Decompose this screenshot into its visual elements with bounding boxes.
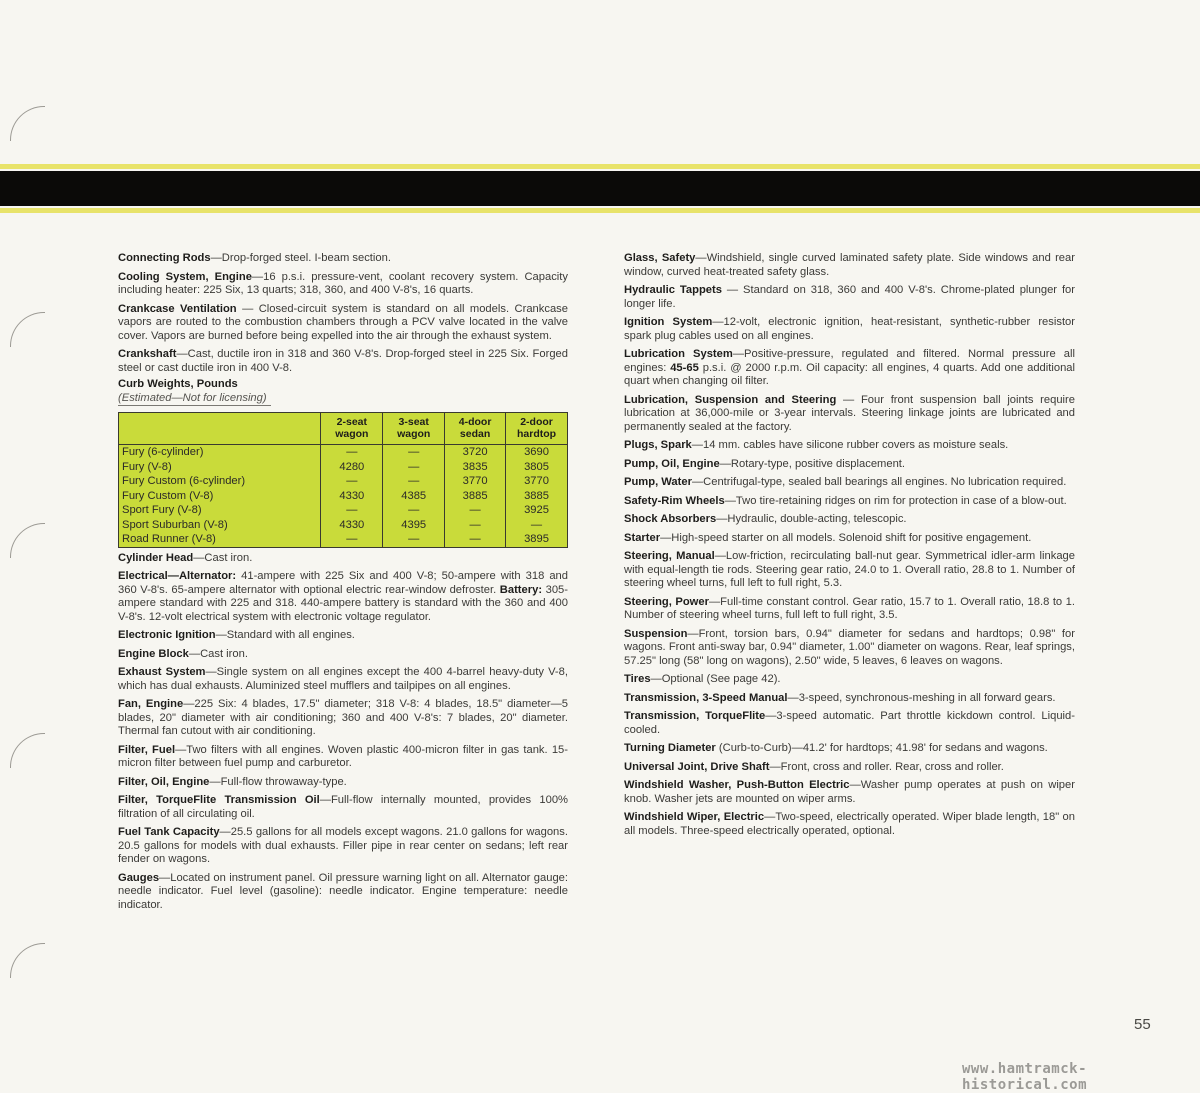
weight-cell: — [445,503,506,518]
right-column [624,252,1075,843]
left-entries-bottom [118,552,568,913]
table-row [119,460,568,475]
spec-entry: Shock Absorbers—Hydraulic, double-acting, telescopic. [624,513,907,525]
weight-cell: 3885 [445,489,506,504]
table-header-row [119,413,568,445]
spec-entry: Connecting Rods—Drop-forged steel. I-beam section. [118,252,391,264]
binder-hole [10,943,45,978]
spec-entry: Glass, Safety—Windshield, single curved laminated safety plate. Side windows and rear window, curved heat-treated safety glass. [624,252,1075,278]
weight-cell: 3690 [506,445,568,460]
weight-cell: 3770 [506,474,568,489]
spec-entry: Universal Joint, Drive Shaft—Front, cross and roller. Rear, cross and roller. [624,760,1004,773]
weight-cell: — [445,518,506,533]
weight-cell: — [321,445,383,460]
spec-entry: Lubrication System—Positive-pressure, regulated and filtered. Normal pressure all engines: 45-65 p.s.i. @ 2000 r.p.m. Oil capacity: all engines, 4 quarts. Add one additional quart when changing oil filter. [624,348,1075,387]
spec-entry: Transmission, TorqueFlite—3-speed automatic. Part throttle kickdown control. Liquid-cooled. [624,710,1075,736]
spec-entry: Crankshaft—Cast, ductile iron in 318 and 360 V-8's. Drop-forged steel in 225 Six. Forged steel or cast ductile iron in 400 V-8. [118,348,568,374]
weight-cell: — [383,460,445,475]
left-column [118,252,568,917]
weight-cell: 4395 [383,518,445,533]
table-row [119,532,568,547]
page-number: 55 [1134,1016,1151,1033]
weight-cell: — [506,518,568,533]
curb-weights-table [118,412,568,548]
spec-entry: Cylinder Head—Cast iron. [118,551,253,564]
spec-entry: Exhaust System—Single system on all engines except the 400 4-barrel heavy-duty V-8, which has dual exhausts. Aluminized steel mufflers and tailpipes on all engines. [118,666,568,692]
header-band [0,171,1200,206]
binder-hole [10,733,45,768]
spec-entry: Pump, Oil, Engine—Rotary-type, positive displacement. [624,457,906,470]
weight-cell: — [445,532,506,547]
binder-hole [10,106,45,141]
model-name: Fury (6-cylinder) [119,445,321,460]
weight-cell: 3925 [506,503,568,518]
spec-entry: Tires—Optional (See page 42). [624,673,781,685]
spec-entry: Filter, Oil, Engine—Full-flow throwaway-type. [118,775,347,788]
spec-entry: Safety-Rim Wheels—Two tire-retaining ridges on rim for protection in case of a blow-out. [624,494,1067,507]
spec-entry: Transmission, 3-Speed Manual—3-speed, synchronous-meshing in all forward gears. [624,691,1056,704]
table-row [119,474,568,489]
spec-entry: Turning Diameter (Curb-to-Curb)—41.2' for hardtops; 41.98' for sedans and wagons. [624,742,1048,754]
model-name: Fury Custom (V-8) [119,489,321,504]
spec-entry: Fuel Tank Capacity—25.5 gallons for all models except wagons. 21.0 gallons for wagons. 20.5 gallons for models with dual exhausts. Filler pipe in rear center on sedans; left rear fender on wagons. [118,826,568,865]
binder-hole [10,523,45,558]
weight-cell: — [383,503,445,518]
spec-entry: Suspension—Front, torsion bars, 0.94" diameter for sedans and hardtops; 0.98" for wagons. Front anti-sway bar, 0.94" diameter, 1.00" diameter on wagons. Rear, leaf springs, 57.25" long (58" long on wagons), 2.50" wide, 5 leaves, 6 leaves on wagons. [624,627,1075,667]
curb-weights-title: Curb Weights, Pounds [118,378,238,390]
spec-entry: Cooling System, Engine—16 p.s.i. pressure-vent, coolant recovery system. Capacity including heater: 225 Six, 13 quarts; 318, 360, and 400 V-8's, 16 quarts. [118,270,568,296]
spec-entry: Steering, Power—Full-time constant control. Gear ratio, 15.7 to 1. Overall ratio, 18.8 to 1. Number of steering wheel turns, full left to full right, 3.5. [624,595,1075,621]
spec-entry: Lubrication, Suspension and Steering — Four front suspension ball joints require lubrication at 36,000-mile or 3-year intervals. Steering linkage joints are lubricated and permanently sealed at the factory. [624,393,1075,433]
spec-entry: Filter, TorqueFlite Transmission Oil—Full-flow internally mounted, provides 100% filtration of all circulating oil. [118,794,568,820]
spec-entry: Starter—High-speed starter on all models. Solenoid shift for positive engagement. [624,531,1032,544]
weight-cell: 3895 [506,532,568,547]
header-stripe-bottom [0,208,1200,213]
model-name: Sport Fury (V-8) [119,503,321,518]
table-corner-cell [119,413,321,445]
weight-cell: 3885 [506,489,568,504]
table-row [119,518,568,533]
spec-entry: Engine Block—Cast iron. [118,647,248,660]
spec-entry: Fan, Engine—225 Six: 4 blades, 17.5" diameter; 318 V-8: 4 blades, 18.5" diameter—5 blades, 20" diameter with air conditioning; 360 and 400 V-8's: 7 blades, 20" diameter. Thermal fan cutout with air conditioning. [118,698,568,737]
spec-entry: Windshield Washer, Push-Button Electric—Washer pump operates at push on wiper knob. Washer jets are mounted on wiper arms. [624,779,1075,805]
spec-entry: Plugs, Spark—14 mm. cables have silicone rubber covers as moisture seals. [624,439,1009,451]
watermark: www.hamtramck-historical.com [962,1061,1088,1093]
spec-entry: Electrical—Alternator: 41-ampere with 225 Six and 400 V-8; 50-ampere with 318 and 360 V-8's. 65-ampere alternator with optional electric rear-window defroster. Battery: 305-ampere standard with 225 and 318. 440-ampere battery is standard with the 360 and 400 V-8's. 12-volt electrical system with electronic voltage regulator. [118,570,568,623]
weight-cell: — [321,532,383,547]
spec-entry: Crankcase Ventilation — Closed-circuit system is standard on all models. Crankcase vapors are routed to the combustion chambers through a PCV valve located in the valve cover. Vapors are burned before being expelled into the air through the exhaust system. [118,302,568,342]
weight-cell: 4330 [321,518,383,533]
weight-cell: 3720 [445,445,506,460]
column-header: 3-seat wagon [383,413,445,445]
spec-entry: Windshield Wiper, Electric—Two-speed, electrically operated. Wiper blade length, 18" on all models. Three-speed electrically operated, optional. [624,811,1075,837]
curb-weights-subtitle: (Estimated—Not for licensing) [118,392,271,407]
model-name: Sport Suburban (V-8) [119,518,321,533]
weight-cell: 3835 [445,460,506,475]
column-header: 2-door hardtop [506,413,568,445]
weight-cell: 4385 [383,489,445,504]
spec-entry: Steering, Manual—Low-friction, recirculating ball-nut gear. Symmetrical idler-arm linkage with equal-length tie rods. Steering gear ratio, 24.0 to 1. Overall ratio, 28.8 to 1. Number of steering wheel turns, full left to full right, 5.3. [624,550,1075,589]
spec-entry: Electronic Ignition—Standard with all engines. [118,629,355,641]
model-name: Fury (V-8) [119,460,321,475]
spec-entry: Pump, Water—Centrifugal-type, sealed ball bearings all engines. No lubrication required. [624,476,1067,488]
weight-cell: — [383,532,445,547]
model-name: Fury Custom (6-cylinder) [119,474,321,489]
column-header: 2-seat wagon [321,413,383,445]
weight-cell: 3805 [506,460,568,475]
spec-entry: Filter, Fuel—Two filters with all engines. Woven plastic 400-micron filter in gas tank. 15-micron filter between fuel pump and carburetor. [118,743,568,769]
spec-entry: Ignition System—12-volt, electronic ignition, heat-resistant, synthetic-rubber resistor spark plug cables used on all engines. [624,316,1075,342]
left-entries-top [118,252,568,375]
weight-cell: 3770 [445,474,506,489]
weight-cell: 4330 [321,489,383,504]
spec-entry: Hydraulic Tappets — Standard on 318, 360 and 400 V-8's. Chrome-plated plunger for longer life. [624,284,1075,310]
model-name: Road Runner (V-8) [119,532,321,547]
weight-cell: — [383,474,445,489]
weight-cell: — [383,445,445,460]
column-header: 4-door sedan [445,413,506,445]
spec-entry: Gauges—Located on instrument panel. Oil pressure warning light on all. Alternator gauge: needle indicator. Fuel level (gasoline): needle indicator. Engine temperature: needle indicator. [118,871,568,911]
weight-cell: 4280 [321,460,383,475]
weight-cell: — [321,503,383,518]
binder-hole [10,312,45,347]
table-row [119,445,568,460]
table-row [119,503,568,518]
header-stripe-top [0,164,1200,169]
weight-cell: — [321,474,383,489]
table-row [119,489,568,504]
